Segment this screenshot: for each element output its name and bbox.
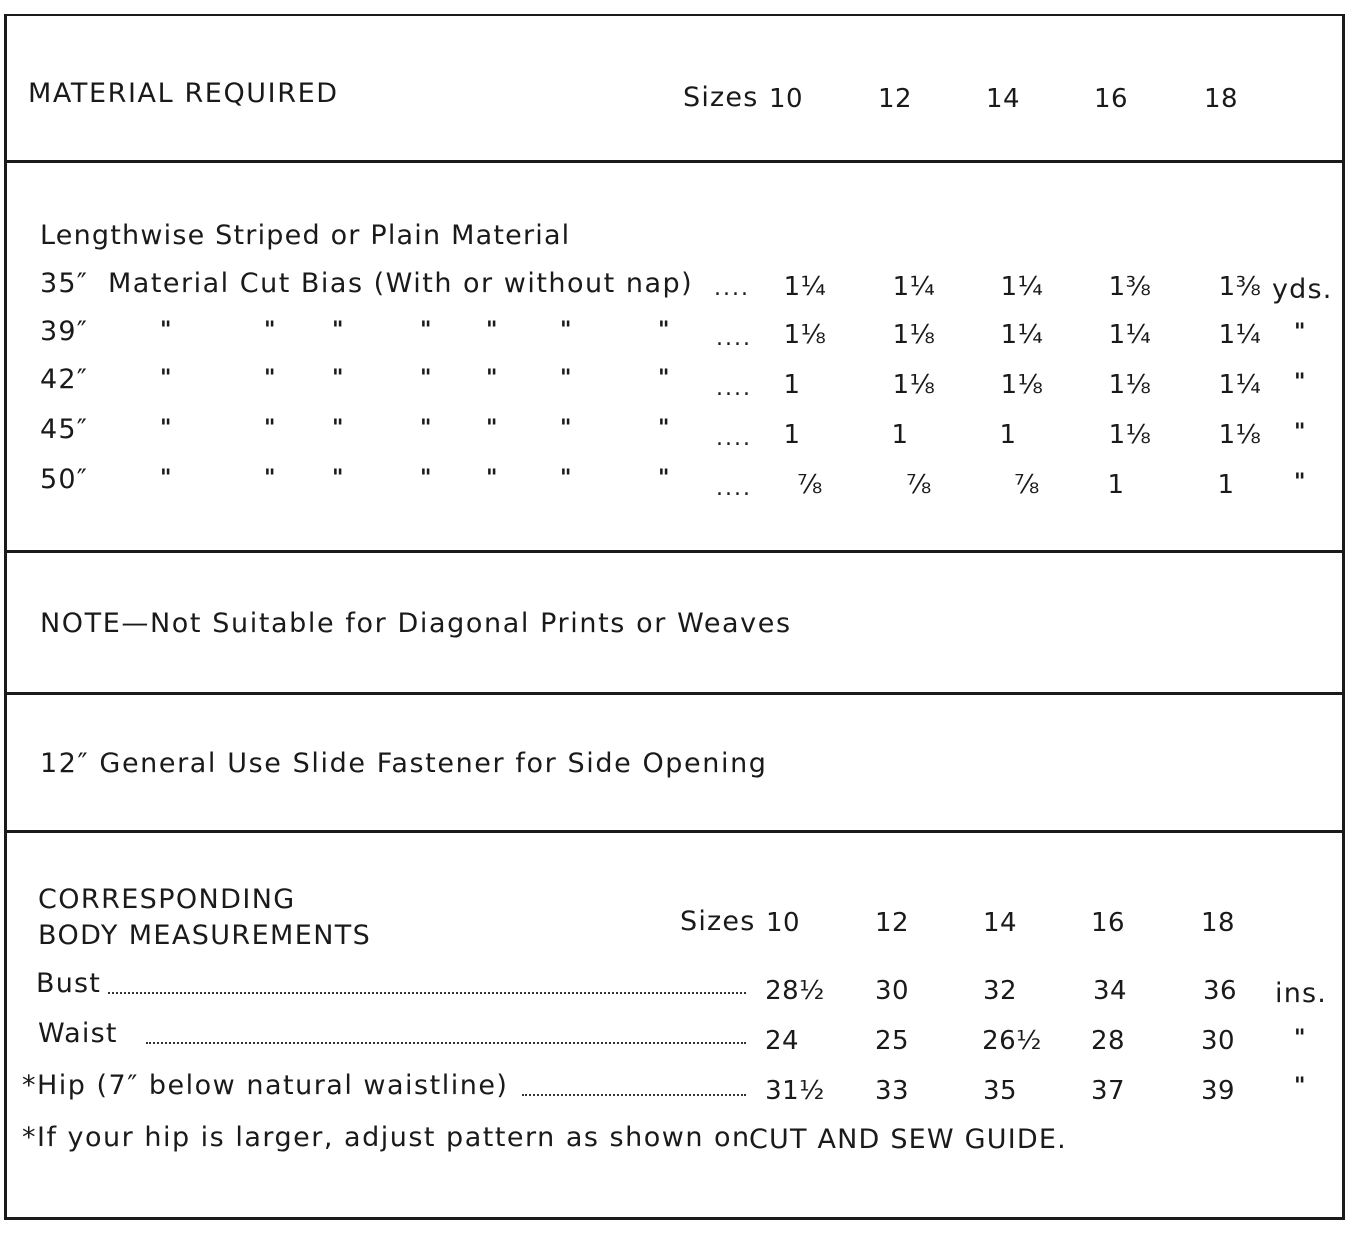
- row-42-ditto: ": [160, 366, 172, 391]
- row-39-ditto: ": [420, 318, 432, 343]
- body-sizes-label: Sizes: [680, 906, 756, 937]
- row-35-size-16: 1⅜: [1108, 272, 1152, 302]
- body-size-14: 14: [982, 908, 1018, 938]
- row-45-ditto: ": [160, 416, 172, 441]
- waist-label: Waist: [38, 1018, 118, 1049]
- material-subheading: Lengthwise Striped or Plain Material: [40, 220, 571, 251]
- row-50-ditto: ": [486, 466, 498, 491]
- hip-size-16: 37: [1090, 1076, 1126, 1106]
- row-45-width: 45″: [40, 414, 89, 445]
- row-39-width: 39″: [40, 316, 89, 347]
- note-text: NOTE—Not Suitable for Diagonal Prints or Weaves: [40, 608, 792, 639]
- row-50-width: 50″: [40, 464, 89, 495]
- material-size-10: 10: [768, 84, 804, 114]
- row-35-width: 35″: [40, 268, 89, 299]
- material-sizes-label: Sizes: [683, 82, 759, 113]
- row-42-size-14: 1⅛: [1000, 370, 1044, 400]
- row-45-size-18: 1⅛: [1218, 420, 1262, 450]
- row-45-ditto: ": [658, 416, 670, 441]
- row-50-ditto: ": [658, 466, 670, 491]
- row-50-size-10: ⅞: [797, 470, 823, 500]
- row-50-unit: ": [1294, 470, 1306, 495]
- row-35-size-18: 1⅜: [1218, 272, 1262, 302]
- waist-size-16: 28: [1090, 1026, 1126, 1056]
- row-42-ditto: ": [560, 366, 572, 391]
- row-39-ditto: ": [332, 318, 344, 343]
- row-50-ditto: ": [264, 466, 276, 491]
- row-39-ditto: ": [160, 318, 172, 343]
- row-45-ditto: ": [420, 416, 432, 441]
- bust-size-16: 34: [1092, 976, 1128, 1006]
- row-39-ditto: ": [486, 318, 498, 343]
- fastener-text: 12″ General Use Slide Fastener for Side Opening: [40, 748, 768, 779]
- row-42-ditto: ": [658, 366, 670, 391]
- row-39-ditto: ": [658, 318, 670, 343]
- waist-size-12: 25: [874, 1026, 910, 1056]
- row-45-size-12: 1: [891, 420, 909, 450]
- row-42-size-16: 1⅛: [1108, 370, 1152, 400]
- row-35-leader: ....: [714, 276, 750, 301]
- bust-size-14: 32: [982, 976, 1018, 1006]
- bust-size-12: 30: [874, 976, 910, 1006]
- waist-unit: ": [1294, 1026, 1306, 1051]
- row-45-ditto: ": [332, 416, 344, 441]
- row-42-size-10: 1: [783, 370, 801, 400]
- hip-label: *Hip (7″ below natural waistline): [22, 1070, 509, 1101]
- body-size-12: 12: [874, 908, 910, 938]
- material-title: MATERIAL REQUIRED: [28, 78, 339, 109]
- footnote-text: *If your hip is larger, adjust pattern as shown on: [22, 1122, 751, 1153]
- section-divider: [4, 550, 1343, 553]
- row-42-unit: ": [1294, 370, 1306, 395]
- hip-size-18: 39: [1200, 1076, 1236, 1106]
- bust-label: Bust: [36, 968, 102, 999]
- hip-leader: [522, 1094, 746, 1096]
- body-size-18: 18: [1200, 908, 1236, 938]
- section-divider: [4, 692, 1343, 695]
- row-50-size-18: 1: [1217, 470, 1235, 500]
- material-size-18: 18: [1203, 84, 1239, 114]
- row-45-size-14: 1: [999, 420, 1017, 450]
- section-divider: [4, 160, 1343, 163]
- row-45-ditto: ": [560, 416, 572, 441]
- row-50-size-14: ⅞: [1014, 470, 1040, 500]
- section-divider: [4, 830, 1343, 833]
- row-50-ditto: ": [332, 466, 344, 491]
- material-size-12: 12: [877, 84, 913, 114]
- material-size-14: 14: [985, 84, 1021, 114]
- row-45-leader: ....: [716, 426, 752, 451]
- waist-leader: [146, 1042, 746, 1044]
- row-39-size-16: 1¼: [1108, 320, 1152, 350]
- row-50-ditto: ": [420, 466, 432, 491]
- row-42-size-18: 1¼: [1218, 370, 1262, 400]
- row-45-ditto: ": [264, 416, 276, 441]
- row-42-ditto: ": [486, 366, 498, 391]
- body-size-10: 10: [765, 908, 801, 938]
- row-39-ditto: ": [560, 318, 572, 343]
- row-50-size-16: 1: [1107, 470, 1125, 500]
- row-35-description: Material Cut Bias (With or without nap): [108, 268, 694, 299]
- footnote-guide-ref: CUT AND SEW GUIDE.: [749, 1124, 1067, 1155]
- waist-size-10: 24: [764, 1026, 800, 1056]
- bust-size-10: 28½: [765, 976, 825, 1006]
- row-42-ditto: ": [420, 366, 432, 391]
- body-size-16: 16: [1090, 908, 1126, 938]
- waist-size-18: 30: [1200, 1026, 1236, 1056]
- row-50-leader: ....: [716, 476, 752, 501]
- row-42-leader: ....: [716, 376, 752, 401]
- hip-size-10: 31½: [765, 1076, 825, 1106]
- row-42-ditto: ": [264, 366, 276, 391]
- row-39-unit: ": [1294, 320, 1306, 345]
- row-39-size-10: 1⅛: [783, 320, 827, 350]
- row-39-ditto: ": [264, 318, 276, 343]
- row-42-size-12: 1⅛: [892, 370, 936, 400]
- bust-unit: ins.: [1275, 978, 1328, 1009]
- row-39-size-14: 1¼: [1000, 320, 1044, 350]
- row-45-size-16: 1⅛: [1108, 420, 1152, 450]
- row-39-size-18: 1¼: [1218, 320, 1262, 350]
- row-50-ditto: ": [560, 466, 572, 491]
- hip-size-12: 33: [874, 1076, 910, 1106]
- bust-size-18: 36: [1202, 976, 1238, 1006]
- row-45-unit: ": [1294, 420, 1306, 445]
- row-42-width: 42″: [40, 364, 89, 395]
- row-50-ditto: ": [160, 466, 172, 491]
- waist-size-14: 26½: [982, 1026, 1042, 1056]
- row-45-size-10: 1: [783, 420, 801, 450]
- hip-size-14: 35: [982, 1076, 1018, 1106]
- row-35-size-14: 1¼: [1000, 272, 1044, 302]
- material-size-16: 16: [1093, 84, 1129, 114]
- body-title-line2: BODY MEASUREMENTS: [38, 920, 372, 951]
- row-45-ditto: ": [486, 416, 498, 441]
- row-39-leader: ....: [716, 326, 752, 351]
- body-title-line1: CORRESPONDING: [38, 884, 296, 915]
- row-39-size-12: 1⅛: [892, 320, 936, 350]
- row-35-size-10: 1¼: [783, 272, 827, 302]
- row-50-size-12: ⅞: [906, 470, 932, 500]
- hip-unit: ": [1294, 1074, 1306, 1099]
- row-35-unit: yds.: [1272, 274, 1333, 305]
- row-35-size-12: 1¼: [892, 272, 936, 302]
- row-42-ditto: ": [332, 366, 344, 391]
- bust-leader: [108, 992, 746, 994]
